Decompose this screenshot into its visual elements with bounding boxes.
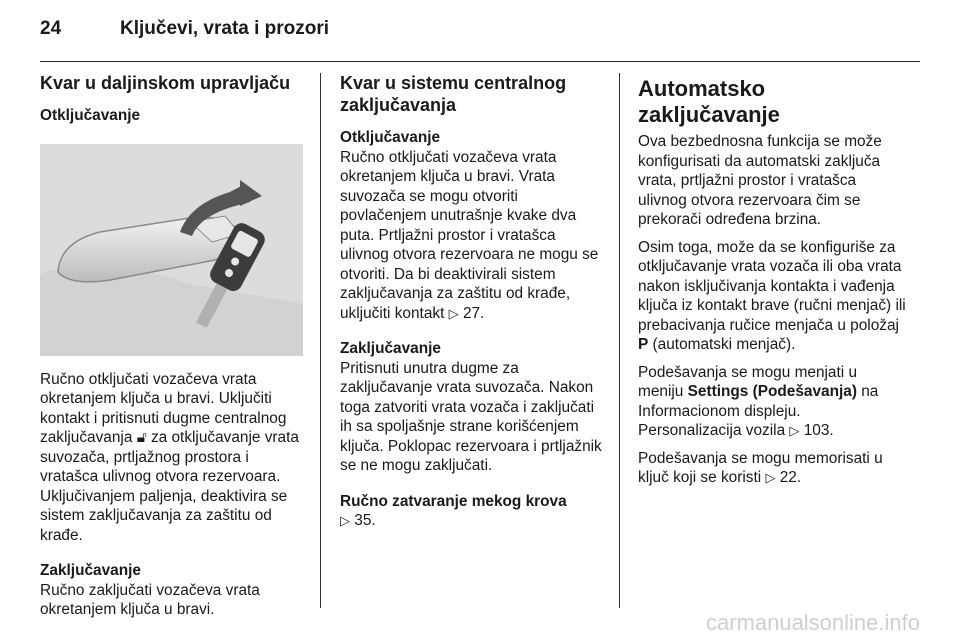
paragraph-unlock: Ručno otključati vozačeva vrata okretanjem ključa u bravi. Uključiti kontakt i pritisnuti dugme centralnog zaključavanja 🔓︎ za otključavanje vrata suvozača, prtljažnog prostora i vratašca ulivnog otvora rezervoara. Uključivanjem paljenja, deaktivira se sistem zaključavanja za zaštitu od krađe. <box>40 370 299 544</box>
subheading-unlock: Otključavanje <box>40 107 141 124</box>
column-divider <box>320 73 321 608</box>
column-central-locking-failure <box>340 72 606 539</box>
subheading-lock: Zaključavanje <box>340 340 441 357</box>
paragraph-memory: Podešavanja se mogu memorisati u ključ koji se koristi ▷ 22. <box>638 449 883 486</box>
chapter-title: Ključevi, vrata i prozori <box>120 18 330 39</box>
page-ref-link[interactable]: 35. <box>354 512 376 529</box>
paragraph-unlock-config: Osim toga, može da se konfiguriše za otključavanje vrata vozača ili oba vrata nakon isključivanja kontakta i vađenja ključa iz kontakt brave (ručni menjač) ili prebacivanja ručice menjača u položaj P (automatski menjač). <box>638 238 906 353</box>
paragraph-soft-top <box>340 511 606 531</box>
paragraph-lock: Pritisnuti unutra dugme za zaključavanje vrata suvozača. Nakon toga zatvoriti vrata vozača i zaključati ih sa spoljašnje strane korišćenjem ključa. Poklopac rezervoara i prtljažnik se ne mogu zaključati. <box>340 359 602 474</box>
paragraph-lock: Ručno zaključati vozačeva vrata okretanjem ključa u bravi. <box>40 581 260 618</box>
page-ref-link[interactable]: 27. <box>462 304 485 322</box>
page-ref-link[interactable]: 103. <box>803 422 834 439</box>
page-ref-arrow-icon: ▷ <box>340 513 350 528</box>
door-handle-key-icon <box>40 144 303 356</box>
page-ref-arrow-icon: ▷ <box>765 470 776 485</box>
section-heading: Automatsko zaključavanje <box>638 76 780 127</box>
watermark: carmanualsonline.info <box>705 610 920 635</box>
subheading-unlock: Otključavanje <box>340 129 441 146</box>
paragraph-unlock: Ručno otključati vozačeva vrata okretanjem ključa u bravi. Vrata suvozača se mogu otvoriti povlačenjem unutrašnje kvake dva puta. Prtljažni prostor i vratašca ulivnog otvora rezervoara ne mogu se otvoriti. Da bi deaktivirali sistem zaključavanja za zaštitu od krađe, uključiti kontakt ▷ 27. <box>340 148 599 322</box>
page-ref-arrow-icon: ▷ <box>448 305 459 321</box>
unlock-symbol-icon: 🔓︎ <box>136 429 147 446</box>
header-rule <box>40 61 920 62</box>
page-number: 24 <box>40 18 62 39</box>
page-ref-link[interactable]: 22. <box>779 469 802 486</box>
column-divider <box>619 73 620 608</box>
column-remote-failure <box>40 72 306 628</box>
subheading-soft-top: Ručno zatvaranje mekog krova <box>340 492 567 510</box>
key-door-illustration <box>40 144 303 356</box>
column-auto-locking <box>638 72 906 496</box>
section-heading: Kvar u daljinskom upravljaču <box>40 73 291 93</box>
page-header <box>40 18 329 40</box>
section-heading: Kvar u sistemu centralnog zaključavanja <box>340 73 567 115</box>
paragraph-intro: Ova bezbednosna funkcija se može konfigurisati da automatski zaključa vrata, prtljažni prostor i vratašca ulivnog otvora rezervoara čim se prekorači određena brzina. <box>638 133 882 228</box>
paragraph-settings: Podešavanja se mogu menjati u meniju Settings (Podešavanja) na Informacionom displeju. Personalizacija vozila ▷ 103. <box>638 363 879 439</box>
subheading-lock: Zaključavanje <box>40 562 141 579</box>
page-ref-arrow-icon: ▷ <box>789 423 800 438</box>
